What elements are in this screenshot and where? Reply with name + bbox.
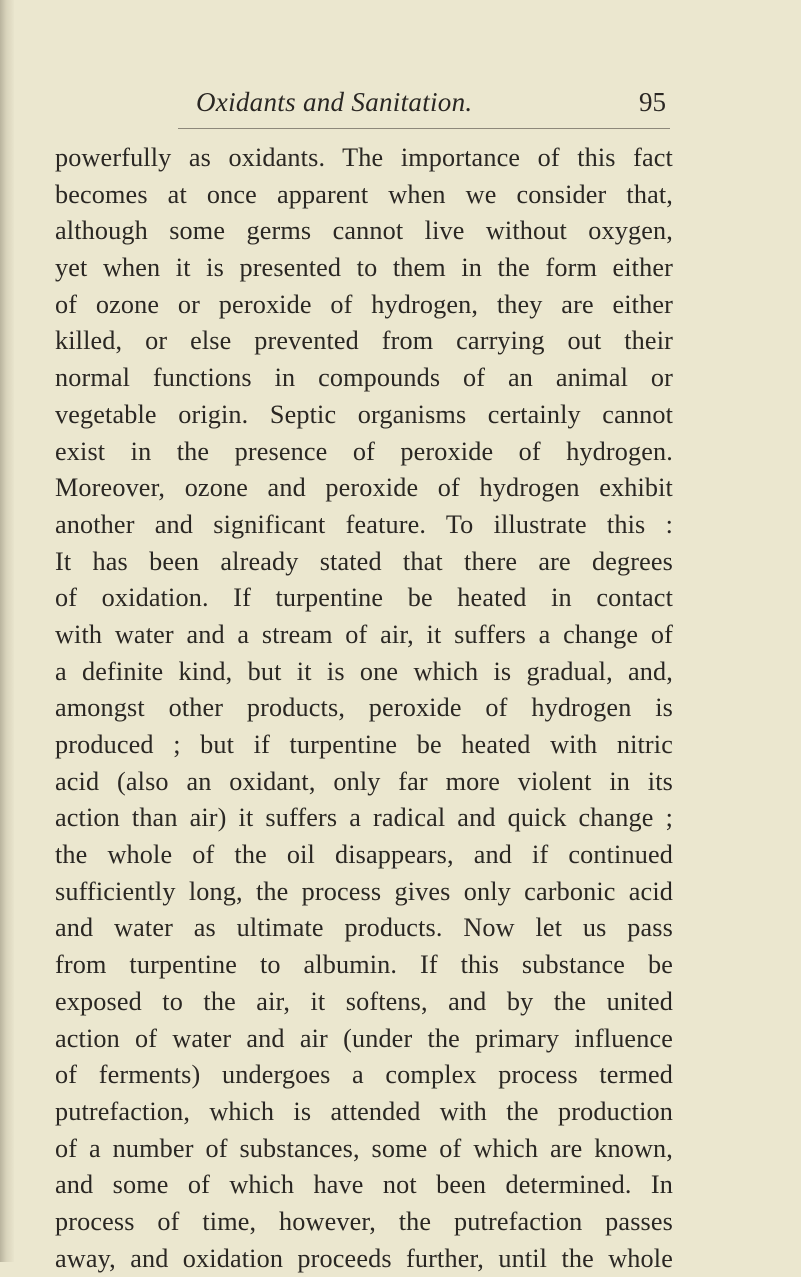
text-line: becomes at once apparent when we consider that, [55,179,673,209]
text-line: a definite kind, but it is one which is gradual, and, [55,656,673,686]
text-line: putrefaction, which is attended with the production [55,1096,673,1126]
running-head-title: Oxidants and Sanitation. [196,87,473,117]
text-line: vegetable origin. Septic organisms certainly cannot [55,399,673,429]
text-line: away, and oxidation proceeds further, until the whole [55,1243,673,1273]
text-line: of ozone or peroxide of hydrogen, they are either [55,289,673,319]
page-binding-edge [0,0,14,1262]
text-line: sufficiently long, the process gives only carbonic acid [55,876,673,906]
text-line: exposed to the air, it softens, and by the united [55,986,673,1016]
text-line: exist in the presence of peroxide of hydrogen. [55,436,673,466]
text-line: powerfully as oxidants. The importance of this fact [55,143,673,172]
text-line: normal functions in compounds of an animal or [55,363,673,393]
text-line: produced ; but if turpentine be heated with nitric [55,730,673,759]
body-text [55,140,673,1277]
text-line: acid (also an oxidant, only far more violent in its [55,766,673,796]
text-line: of ferments) undergoes a complex process termed [55,1060,673,1090]
text-line: although some germs cannot live without oxygen, [55,216,673,246]
text-line: It has been already stated that there are degrees [55,546,673,576]
text-line: another and significant feature. To illustrate this : [55,509,673,539]
text-line: Moreover, ozone and peroxide of hydrogen exhibit [55,473,673,503]
text-line: action than air) it suffers a radical and quick change ; [55,803,673,833]
text-line: with water and a stream of air, it suffers a change of [55,619,673,649]
text-line: and some of which have not been determined. In [55,1170,673,1200]
page-number: 95 [639,87,666,117]
running-head [196,82,666,122]
text-line: the whole of the oil disappears, and if continued [55,840,673,870]
text-line: process of time, however, the putrefaction passes [55,1206,673,1236]
text-line: amongst other products, peroxide of hydrogen is [55,693,673,723]
text-line: killed, or else prevented from carrying out their [55,326,673,356]
header-rule [178,128,670,129]
text-line: of oxidation. If turpentine be heated in contact [55,583,673,613]
text-line: and water as ultimate products. Now let us pass [55,913,673,943]
text-line: of a number of substances, some of which are known, [55,1133,673,1163]
text-line: from turpentine to albumin. If this substance be [55,950,673,980]
text-line: yet when it is presented to them in the form either [55,253,673,283]
text-line: action of water and air (under the primary influence [55,1023,673,1053]
